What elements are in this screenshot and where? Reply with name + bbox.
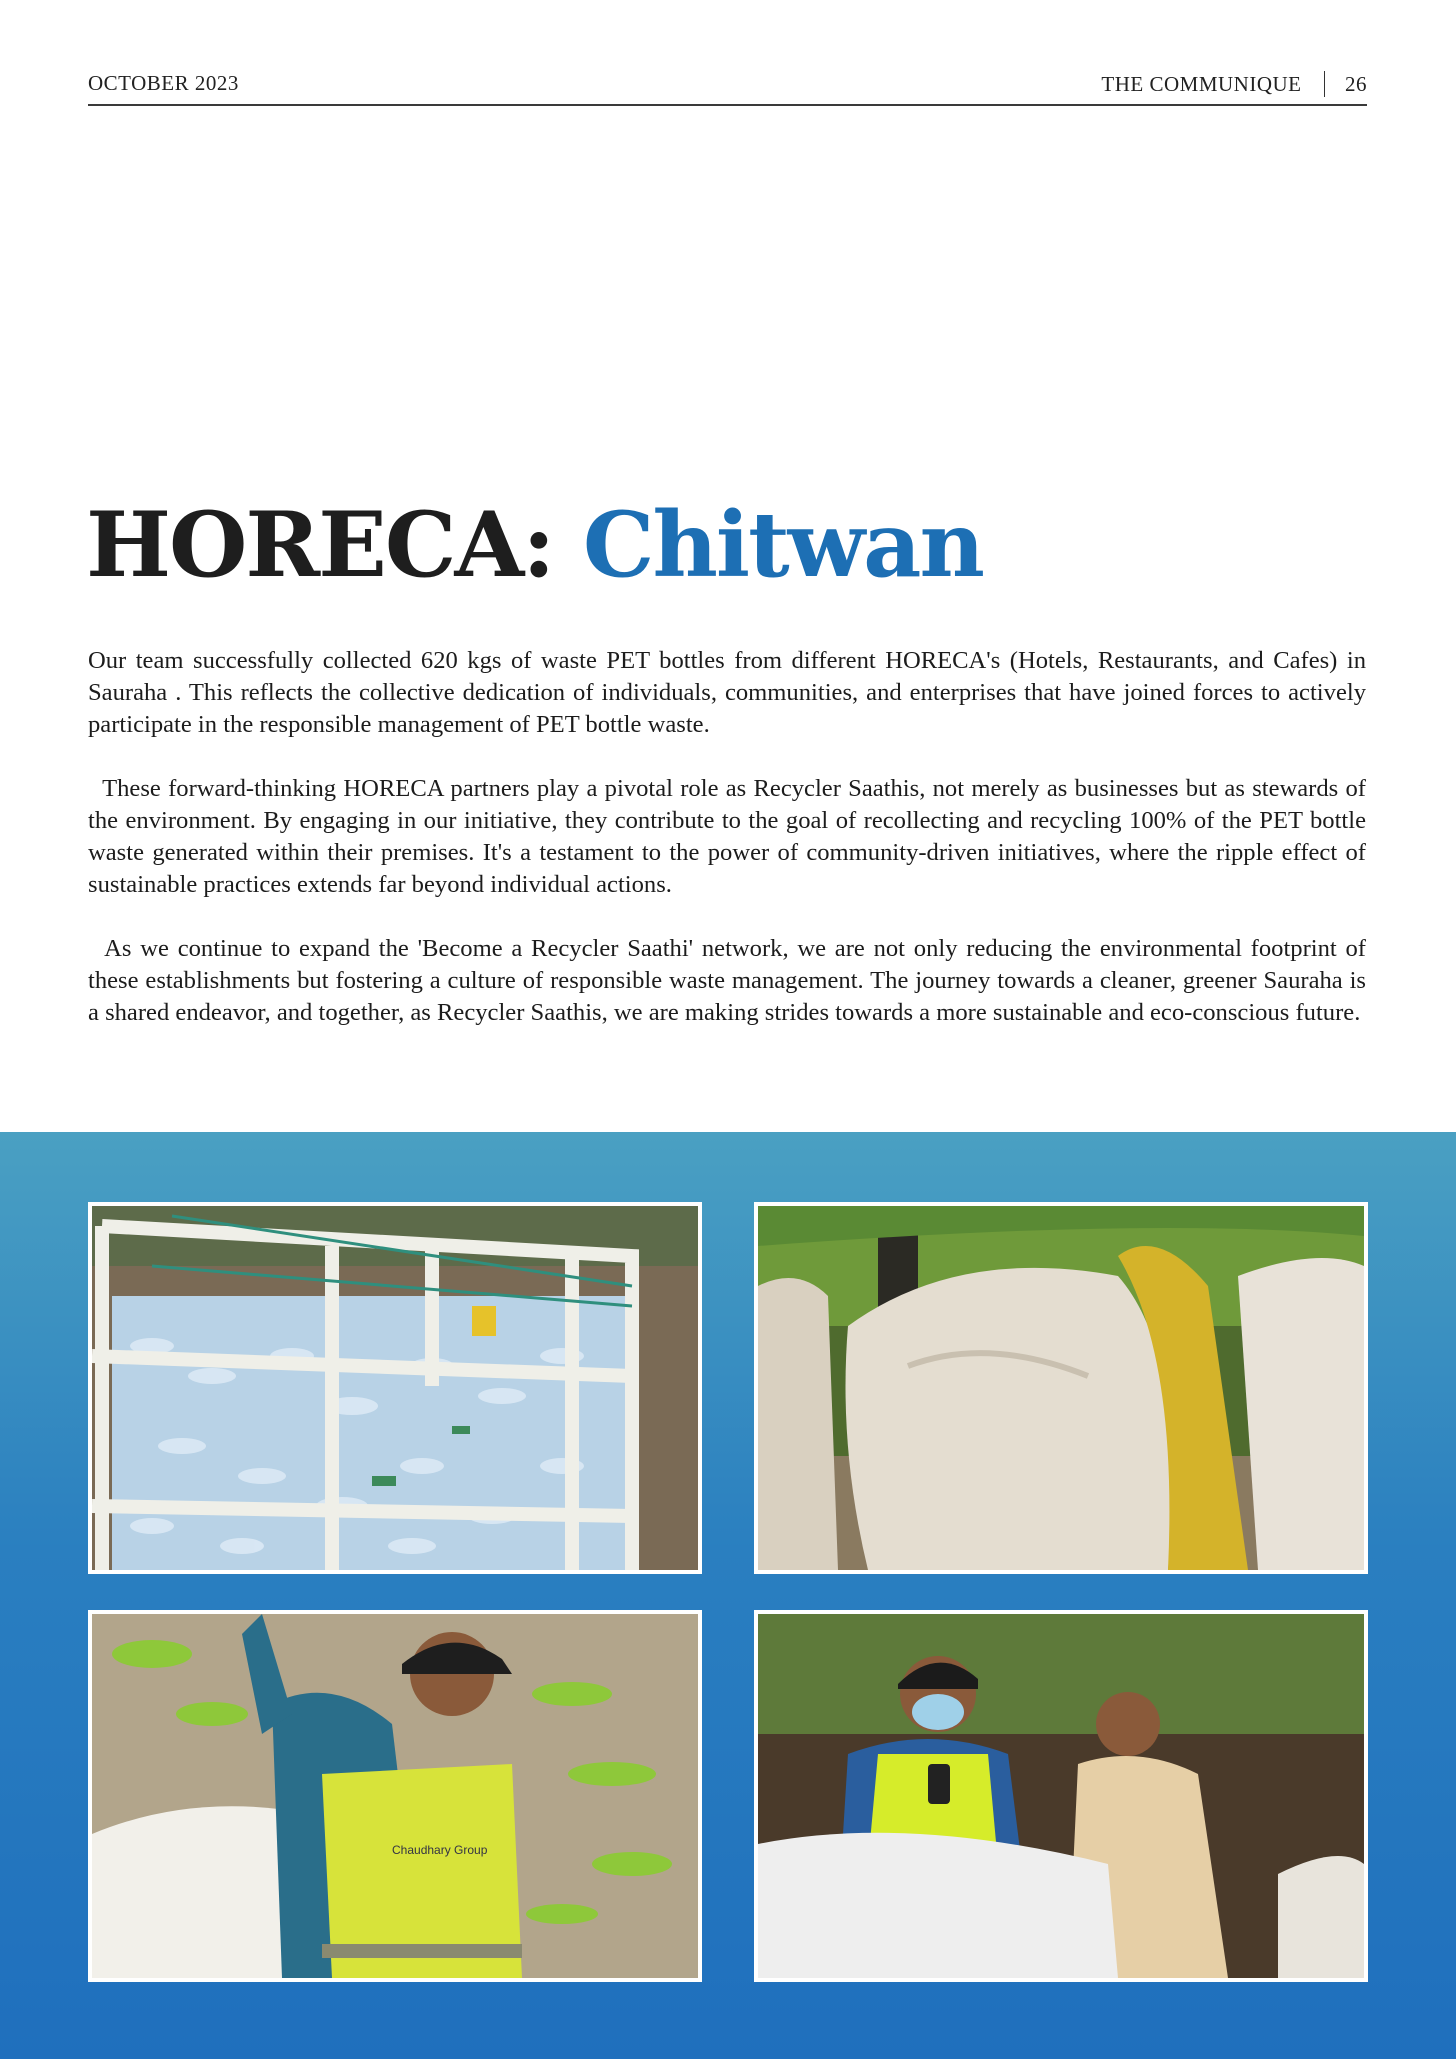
photo-bottle-cage — [88, 1202, 702, 1574]
worker-loading-image — [92, 1614, 698, 1978]
workers-collection-image — [758, 1614, 1364, 1978]
issue-date: OCTOBER 2023 — [88, 71, 239, 95]
photo-worker-loading — [88, 1610, 702, 1982]
paragraph-1: Our team successfully collected 620 kgs of waste PET bottles from different HORECA's (Hotels, Restaurants, and Cafes) in Sauraha . This reflects the collective dedication of individuals, communities, and enterprises that have joined forces to actively participate in the responsible management of PET bottle waste. — [88, 647, 1366, 738]
page-number: 26 — [1345, 71, 1367, 96]
title-highlight: Chitwan — [582, 492, 983, 598]
publication-info — [1101, 71, 1367, 97]
collection-sacks-image — [758, 1206, 1364, 1570]
header-divider — [1324, 71, 1326, 97]
article-title — [86, 492, 983, 598]
publication-name: THE COMMUNIQUE — [1101, 71, 1302, 96]
bottle-cage-image — [92, 1206, 698, 1570]
photo-workers-collection — [754, 1610, 1368, 1982]
title-main: HORECA: — [86, 492, 554, 598]
photo-collection-sacks — [754, 1202, 1368, 1574]
vest-logo-text: Chaudhary Group — [392, 1843, 488, 1857]
article-body — [88, 645, 1366, 1061]
page-header — [88, 66, 1367, 106]
paragraph-2: These forward-thinking HORECA partners play a pivotal role as Recycler Saathis, not merely as businesses but as stewards of the environment. By engaging in our initiative, they contribute to the goal of recollecting and recycling 100% of the PET bottle waste generated within their premises. It's a testament to the power of community-driven initiatives, where the ripple effect of sustainable practices extends far beyond individual actions. — [88, 775, 1366, 898]
paragraph-3: As we continue to expand the 'Become a Recycler Saathi' network, we are not only reducing the environmental footprint of these establishments but fostering a culture of responsible waste management. The journey towards a cleaner, greener Sauraha is a shared endeavor, and together, as Recycler Saathis, we are making strides towards a more sustainable and eco-conscious future. — [88, 935, 1366, 1026]
